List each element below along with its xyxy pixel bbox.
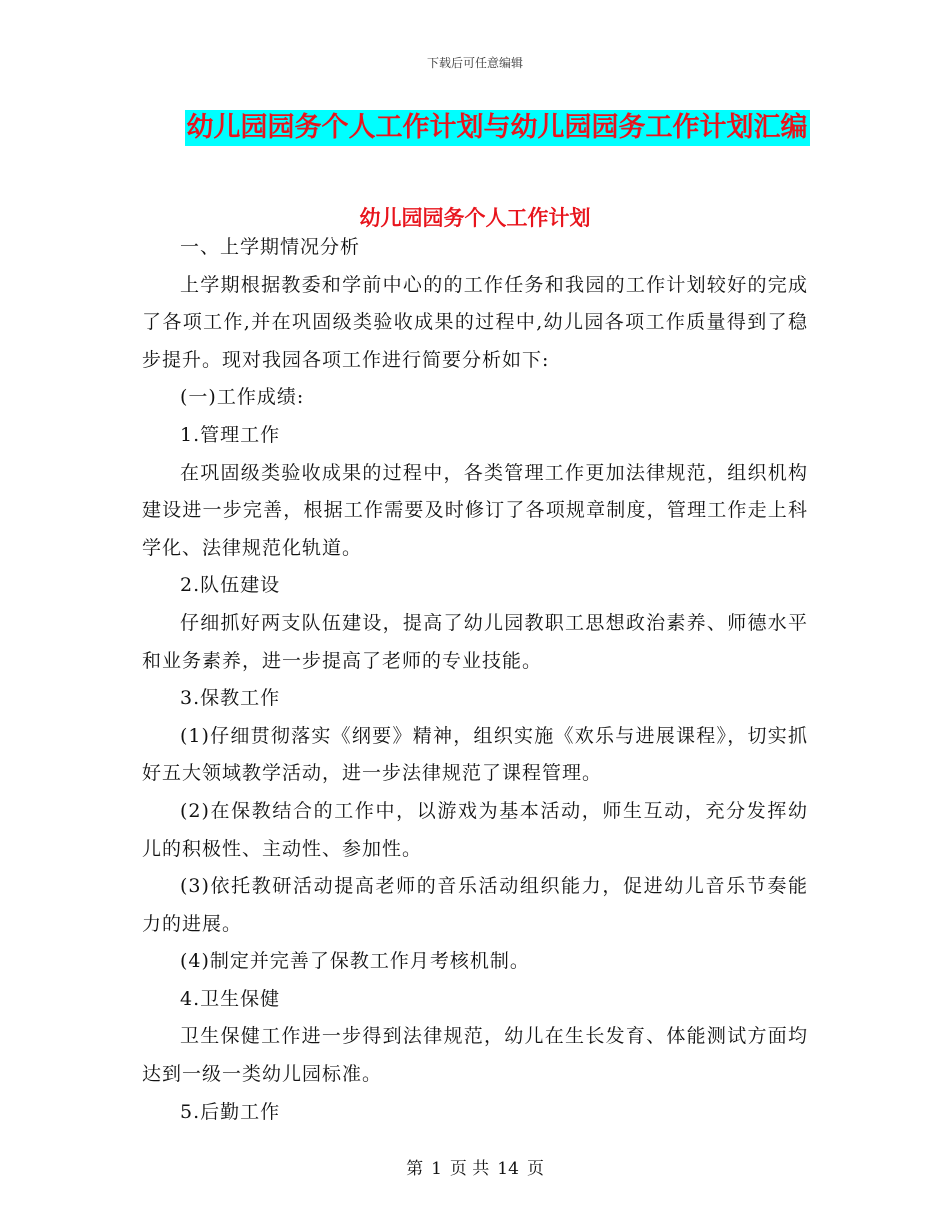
paragraph: 2.队伍建设 <box>180 574 281 597</box>
paragraph: 3.保教工作 <box>180 687 281 710</box>
section-title: 幼儿园园务个人工作计划 <box>359 205 591 230</box>
page-header: 下载后可任意编辑 <box>426 56 523 70</box>
page-footer <box>0 1154 950 1179</box>
document-title: 幼儿园园务个人工作计划与幼儿园园务工作计划汇编 <box>185 110 810 146</box>
paragraph: 卫生保健工作进一步得到法律规范，幼儿在生长发育、体能测试方面均达到一级一类幼儿园标准。 <box>142 1025 808 1086</box>
paragraph: (2)在保教结合的工作中，以游戏为基本活动，师生互动，充分发挥幼儿的积极性、主动性、参加性。 <box>142 799 808 860</box>
paragraph: (1)仔细贯彻落实《纲要》精神，组织实施《欢乐与进展课程》，切实抓好五大领域教学活动，进一步法律规范了课程管理。 <box>142 724 808 785</box>
paragraph: 在巩固级类验收成果的过程中，各类管理工作更加法律规范，组织机构建设进一步完善，根据工作需要及时修订了各项规章制度，管理工作走上科学化、法律规范化轨道。 <box>142 461 808 559</box>
paragraph: (一)工作成绩: <box>180 386 305 409</box>
paragraph: (4)制定并完善了保教工作月考核机制。 <box>180 950 530 973</box>
document-body <box>142 229 808 1131</box>
paragraph: 1.管理工作 <box>180 423 281 446</box>
footer-middle: 页 共 <box>449 1159 490 1179</box>
paragraph: 上学期根据教委和学前中心的的工作任务和我园的工作计划较好的完成了各项工作,并在巩固级类验收成果的过程中,幼儿园各项工作质量得到了稳步提升。现对我园各项工作进行简要分析如下: <box>142 273 808 371</box>
document-title-container <box>0 110 950 146</box>
paragraph: (3)依托教研活动提高老师的音乐活动组织能力，促进幼儿音乐节奏能力的进展。 <box>142 875 808 935</box>
paragraph: 仔细抓好两支队伍建设，提高了幼儿园教职工思想政治素养、师德水平和业务素养，进一步提高了老师的专业技能。 <box>142 611 808 672</box>
footer-suffix: 页 <box>526 1159 544 1179</box>
page-number: 1 <box>431 1159 442 1179</box>
paragraph: 5.后勤工作 <box>180 1100 281 1123</box>
total-pages: 14 <box>497 1159 519 1179</box>
footer-prefix: 第 <box>406 1159 424 1179</box>
paragraph: 一、上学期情况分析 <box>180 236 361 258</box>
paragraph: 4.卫生保健 <box>180 987 281 1010</box>
